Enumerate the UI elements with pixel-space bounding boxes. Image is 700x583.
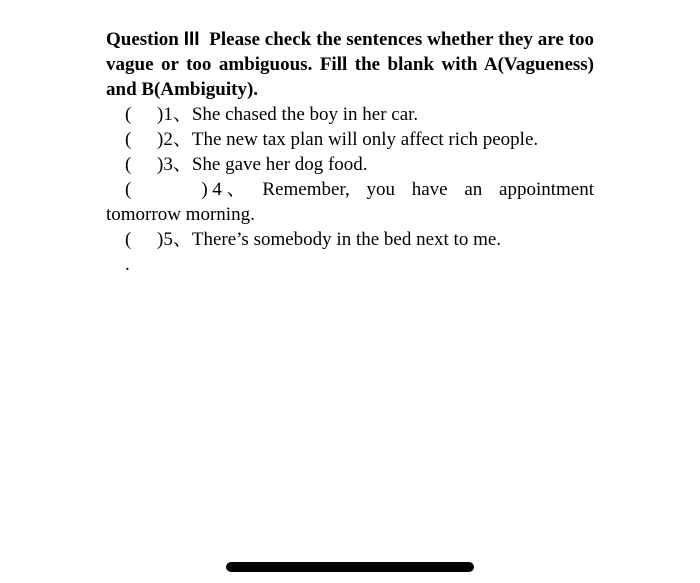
sentence-item-2 — [106, 127, 594, 152]
sentence-item-3 — [106, 152, 594, 177]
sentence-separator: 、 — [172, 229, 192, 250]
answer-blank-open: ( — [125, 229, 132, 250]
sentence-number: 2 — [163, 129, 173, 150]
sentence-separator: 、 — [172, 154, 192, 175]
sentence-item-4-first-line — [106, 177, 594, 202]
answer-blank-close: ) — [157, 104, 164, 125]
sentence-word: appointment — [499, 179, 594, 200]
sentence-word: an — [464, 179, 483, 200]
answer-blank-close: ) — [157, 154, 164, 175]
sentence-lead — [125, 177, 246, 202]
question-number: III — [183, 29, 200, 50]
sentence-text: There’s somebody in the bed next to me. — [191, 229, 502, 250]
answer-blank-open: ( — [125, 129, 132, 150]
answer-blank-close: ) — [157, 129, 164, 150]
sentence-word: you — [366, 179, 395, 200]
answer-blank-close: ) — [157, 229, 164, 250]
sentence-separator: 、 — [172, 104, 192, 125]
question-instruction: Please check the sentences whether they are too vague or too ambiguous. Fill the blank with A(Vagueness) and B(Ambiguity). — [106, 29, 594, 100]
sentence-item-4 — [106, 177, 594, 227]
sentence-text: She chased the boy in her car. — [191, 104, 419, 125]
sentence-number: 3 — [163, 154, 173, 175]
document-body — [106, 27, 594, 277]
sentence-text: The new tax plan will only affect rich people. — [191, 129, 539, 150]
sentence-word: Remember, — [262, 179, 350, 200]
answer-blank-close: ) — [201, 179, 208, 200]
sentence-item-1 — [106, 102, 594, 127]
sentence-item-5 — [106, 227, 594, 252]
answer-blank-open: ( — [125, 154, 132, 175]
sentence-list — [106, 102, 594, 277]
sentence-word: have — [411, 179, 448, 200]
sentence-number: 4 — [212, 179, 222, 200]
answer-blank-open: ( — [125, 179, 132, 200]
sentence-separator: 、 — [172, 129, 192, 150]
trailing-mark: . — [125, 254, 130, 275]
sentence-number: 5 — [163, 229, 173, 250]
sentence-item-4-continuation: tomorrow morning. — [106, 204, 255, 225]
answer-blank-open: ( — [125, 104, 132, 125]
sentence-number: 1 — [163, 104, 173, 125]
home-indicator[interactable] — [226, 562, 474, 572]
sentence-separator: 、 — [226, 179, 246, 200]
question-heading — [106, 27, 594, 102]
question-label: Question — [106, 29, 179, 50]
sentence-text: She gave her dog food. — [191, 154, 368, 175]
